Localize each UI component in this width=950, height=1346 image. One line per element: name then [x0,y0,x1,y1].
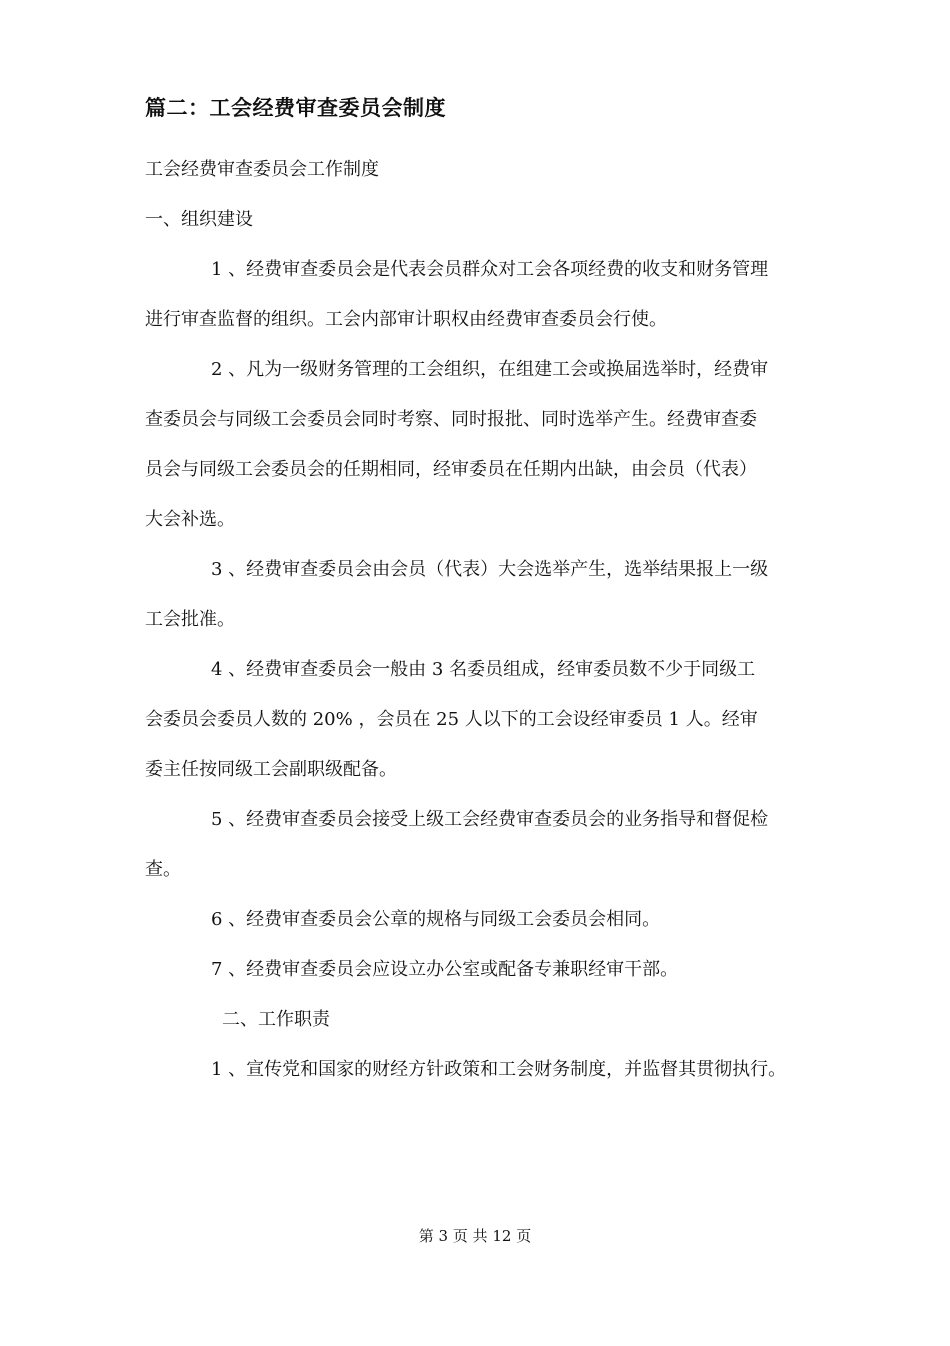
paragraph-line: 查。 [145,859,181,880]
paragraph-line: 4 、经费审查委员会一般由 3 名委员组成，经审委员数不少于同级工 [211,659,756,680]
section-title-duties: 二、工作职责 [222,1009,330,1030]
section-title-organization: 一、组织建设 [145,209,253,230]
paragraph-line: 员会与同级工会委员会的任期相同，经审委员在任期内出缺，由会员（代表） [145,459,757,480]
paragraph-line: 7 、经费审查委员会应设立办公室或配备专兼职经审干部。 [211,959,679,980]
paragraph-line: 工会批准。 [145,609,235,630]
paragraph-line: 5 、经费审查委员会接受上级工会经费审查委员会的业务指导和督促检 [211,809,769,830]
paragraph-line: 1 、经费审查委员会是代表会员群众对工会各项经费的收支和财务管理 [211,259,769,280]
paragraph-line: 会委员会委员人数的 20% ，会员在 25 人以下的工会设经审委员 1 人。经审 [145,709,758,730]
paragraph-line: 1 、宣传党和国家的财经方针政策和工会财务制度，并监督其贯彻执行。 [211,1059,787,1080]
document-heading: 篇二：工会经费审查委员会制度 [145,95,446,120]
paragraph-line: 进行审查监督的组织。工会内部审计职权由经费审查委员会行使。 [145,309,667,330]
paragraph-line: 大会补选。 [145,509,235,530]
paragraph-line: 6 、经费审查委员会公章的规格与同级工会委员会相同。 [211,909,661,930]
paragraph-line: 2 、凡为一级财务管理的工会组织，在组建工会或换届选举时，经费审 [211,359,769,380]
paragraph-line: 3 、经费审查委员会由会员（代表）大会选举产生，选举结果报上一级 [211,559,769,580]
subtitle: 工会经费审查委员会工作制度 [145,159,379,180]
page-number: 第 3 页 共 12 页 [418,1227,532,1245]
paragraph-line: 查委员会与同级工会委员会同时考察、同时报批、同时选举产生。经费审查委 [145,409,757,430]
paragraph-line: 委主任按同级工会副职级配备。 [145,759,397,780]
